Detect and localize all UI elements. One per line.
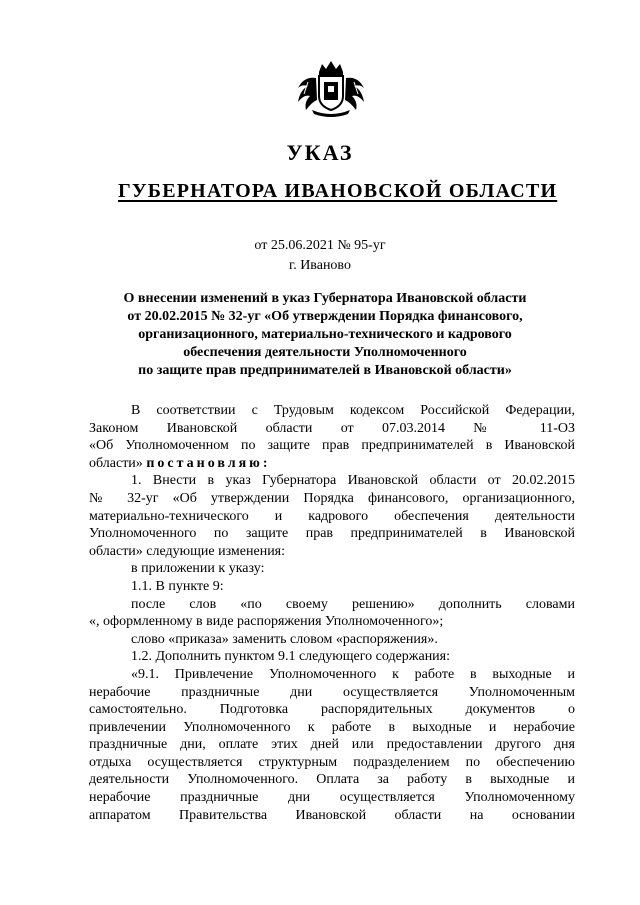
decree-heading <box>90 290 560 380</box>
body-line: «Об Уполномоченном по защите прав предпринимателей в Ивановской <box>89 438 575 454</box>
body-line: самостоятельно. Подготовка распорядительных документов о <box>89 702 575 718</box>
body-line: «9.1. Привлечение Уполномоченного к работе в выходные и <box>131 666 575 682</box>
body-line: аппаратом Правительства Ивановской области на основании <box>89 807 575 823</box>
body-line: Уполномоченного по защите прав предпринимателей в Ивановской <box>89 526 575 542</box>
body-line: нерабочие праздничные дни осуществляется Уполномоченным <box>89 684 575 700</box>
heading-line: О внесении изменений в указ Губернатора Ивановской области <box>123 291 527 306</box>
body-line: материально-технического и кадрового обеспечения деятельности <box>89 508 575 524</box>
issuer-title: ГУБЕРНАТОРА ИВАНОВСКОЙ ОБЛАСТИ <box>118 180 558 202</box>
heading-line: обеспечения деятельности Уполномоченного <box>183 345 467 360</box>
body-line: в приложении к указу: <box>131 561 265 577</box>
body-line: 1. Внести в указ Губернатора Ивановской области от 20.02.2015 <box>131 473 575 489</box>
city: г. Иваново <box>289 258 351 273</box>
body-line: 1.2. Дополнить пунктом 9.1 следующего содержания: <box>131 649 451 665</box>
body-line: нерабочие праздничные дни осуществляется Уполномоченному <box>89 790 575 806</box>
body-line: 1.1. В пункте 9: <box>131 578 224 594</box>
body-line: Законом Ивановской области от 07.03.2014 № 11-ОЗ <box>89 420 575 436</box>
body-line: слово «приказа» заменить словом «распоряжения». <box>131 631 438 647</box>
heading-line: по защите прав предпринимателей в Ивановской области» <box>138 363 512 378</box>
body-line: области» следующие изменения: <box>89 543 286 559</box>
body-line: после слов «по своему решению» дополнить словами <box>131 596 575 612</box>
body-line: праздничные дни, оплате этих дней или предоставлении другого дня <box>89 737 575 753</box>
decree-keyword: постановляю: <box>146 455 271 471</box>
body-text: области» <box>89 455 143 471</box>
body-line: отдыха осуществляется структурным подразделением по обеспечению <box>89 754 575 770</box>
body-line <box>89 455 575 473</box>
decree-body <box>89 402 575 824</box>
document-type-title: УКАЗ <box>286 140 354 165</box>
body-line: В соответствии с Трудовым кодексом Российской Федерации, <box>131 403 575 418</box>
body-line: № 32-уг «Об утверждении Порядка финансового, организационного, <box>89 490 575 506</box>
body-line: деятельности Уполномоченного. Оплата за работу в выходные и <box>89 772 575 788</box>
date-number: от 25.06.2021 № 95-уг <box>254 238 386 253</box>
heading-line: от 20.02.2015 № 32-уг «Об утверждении Порядка финансового, <box>127 309 523 324</box>
coat-of-arms-emblem <box>286 58 376 118</box>
body-line: привлечении Уполномоченного к работе в выходные и нерабочие <box>89 719 575 735</box>
heading-line: организационного, материально-технического и кадрового <box>138 327 512 342</box>
body-line: «, оформленному в виде распоряжения Уполномоченного»; <box>89 614 444 630</box>
